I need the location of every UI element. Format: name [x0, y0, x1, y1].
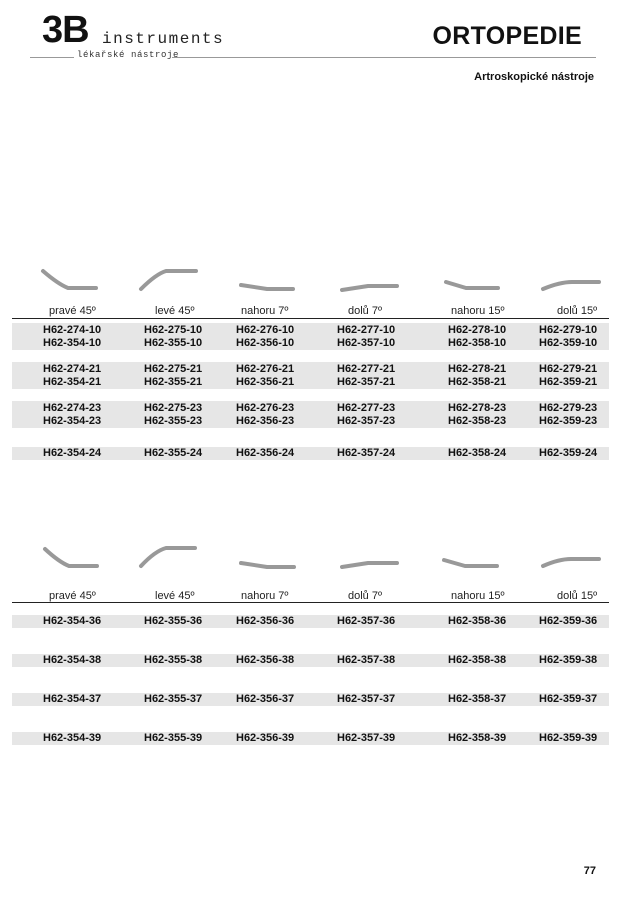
- product-code: H62-358-37: [448, 693, 507, 705]
- product-code: H62-359-36: [539, 615, 598, 627]
- product-code: H62-357-10: [337, 337, 396, 349]
- table-row: [0, 337, 628, 350]
- shape-down-7: [342, 286, 397, 290]
- product-code: H62-276-23: [236, 402, 295, 414]
- section-title: ORTOPEDIE: [432, 22, 582, 50]
- page-number: 77: [583, 865, 596, 877]
- table-row: [0, 447, 628, 460]
- product-code: H62-278-23: [448, 402, 507, 414]
- product-code: H62-354-37: [43, 693, 102, 705]
- product-code: H62-356-21: [236, 376, 295, 388]
- product-code: H62-358-38: [448, 654, 507, 666]
- product-code: H62-359-21: [539, 376, 598, 388]
- table-row: [0, 654, 628, 667]
- column-label: dolů 15º: [557, 305, 598, 317]
- shape-up-15: [444, 560, 497, 566]
- table1-header: [0, 305, 628, 318]
- product-code: H62-357-21: [337, 376, 396, 388]
- column-label: pravé 45º: [49, 305, 96, 317]
- product-code: H62-355-39: [144, 732, 203, 744]
- table2-divider: [12, 602, 609, 603]
- product-code: H62-358-39: [448, 732, 507, 744]
- table-row: [0, 402, 628, 415]
- product-code: H62-275-21: [144, 363, 203, 375]
- shape-up-7: [241, 285, 293, 289]
- product-code: H62-355-24: [144, 447, 203, 459]
- instrument-tip-shapes-1: [0, 262, 628, 302]
- product-code: H62-277-23: [337, 402, 396, 414]
- product-code: H62-359-24: [539, 447, 598, 459]
- product-code: H62-354-21: [43, 376, 102, 388]
- product-code: H62-357-38: [337, 654, 396, 666]
- column-label: levé 45º: [155, 590, 195, 602]
- table1-divider: [12, 318, 609, 319]
- product-code: H62-358-24: [448, 447, 507, 459]
- product-code: H62-275-10: [144, 324, 203, 336]
- shape-left-45: [141, 548, 195, 566]
- table-row: [0, 693, 628, 706]
- product-code: H62-274-23: [43, 402, 102, 414]
- product-code: H62-356-23: [236, 415, 295, 427]
- product-code: H62-279-10: [539, 324, 598, 336]
- column-label: levé 45º: [155, 305, 195, 317]
- product-code: H62-355-36: [144, 615, 203, 627]
- shape-right-45: [45, 549, 97, 566]
- product-code: H62-356-38: [236, 654, 295, 666]
- product-code: H62-355-37: [144, 693, 203, 705]
- shape-up-15: [446, 282, 498, 288]
- product-code: H62-275-23: [144, 402, 203, 414]
- product-code: H62-359-23: [539, 415, 598, 427]
- shape-down-15: [543, 559, 599, 566]
- column-label: nahoru 7º: [241, 305, 289, 317]
- product-code: H62-279-21: [539, 363, 598, 375]
- table-row: [0, 732, 628, 745]
- product-code: H62-277-21: [337, 363, 396, 375]
- header-rule-left: [30, 57, 74, 58]
- product-code: H62-277-10: [337, 324, 396, 336]
- column-label: dolů 7º: [348, 590, 382, 602]
- product-code: H62-278-21: [448, 363, 507, 375]
- column-label: nahoru 7º: [241, 590, 289, 602]
- product-code: H62-274-10: [43, 324, 102, 336]
- product-code: H62-357-24: [337, 447, 396, 459]
- column-label: pravé 45º: [49, 590, 96, 602]
- product-code: H62-278-10: [448, 324, 507, 336]
- product-code: H62-356-24: [236, 447, 295, 459]
- shape-left-45: [141, 271, 196, 289]
- product-code: H62-357-37: [337, 693, 396, 705]
- product-code: H62-358-23: [448, 415, 507, 427]
- table-row: [0, 363, 628, 376]
- logo-3b: 3B: [42, 9, 89, 51]
- column-label: dolů 7º: [348, 305, 382, 317]
- table-row: [0, 615, 628, 628]
- shape-down-7: [342, 563, 397, 567]
- product-code: H62-359-38: [539, 654, 598, 666]
- product-code: H62-274-21: [43, 363, 102, 375]
- shape-down-15: [543, 282, 599, 289]
- product-code: H62-358-10: [448, 337, 507, 349]
- table-row: [0, 415, 628, 428]
- column-label: nahoru 15º: [451, 305, 505, 317]
- product-code: H62-359-10: [539, 337, 598, 349]
- product-code: H62-358-21: [448, 376, 507, 388]
- product-code: H62-276-21: [236, 363, 295, 375]
- table-row: [0, 376, 628, 389]
- product-code: H62-279-23: [539, 402, 598, 414]
- header-rule-right: [172, 57, 596, 58]
- product-code: H62-359-39: [539, 732, 598, 744]
- shape-up-7: [241, 563, 294, 567]
- product-code: H62-357-36: [337, 615, 396, 627]
- product-code: H62-354-10: [43, 337, 102, 349]
- instrument-tip-shapes-2: [0, 540, 628, 580]
- shape-right-45: [43, 271, 96, 288]
- table-row: [0, 324, 628, 337]
- product-code: H62-354-38: [43, 654, 102, 666]
- column-label: nahoru 15º: [451, 590, 505, 602]
- product-code: H62-354-36: [43, 615, 102, 627]
- product-code: H62-276-10: [236, 324, 295, 336]
- product-code: H62-354-39: [43, 732, 102, 744]
- product-code: H62-359-37: [539, 693, 598, 705]
- product-code: H62-355-38: [144, 654, 203, 666]
- product-code: H62-354-23: [43, 415, 102, 427]
- product-code: H62-356-36: [236, 615, 295, 627]
- product-code: H62-355-10: [144, 337, 203, 349]
- product-code: H62-355-23: [144, 415, 203, 427]
- product-code: H62-357-39: [337, 732, 396, 744]
- product-code: H62-356-39: [236, 732, 295, 744]
- product-code: H62-354-24: [43, 447, 102, 459]
- product-code: H62-358-36: [448, 615, 507, 627]
- product-code: H62-355-21: [144, 376, 203, 388]
- product-code: H62-357-23: [337, 415, 396, 427]
- page-subtitle: Artroskopické nástroje: [474, 71, 594, 83]
- logo-subtitle: lékařské nástroje: [77, 50, 180, 60]
- logo-instruments: instruments: [102, 30, 225, 48]
- column-label: dolů 15º: [557, 590, 598, 602]
- product-code: H62-356-37: [236, 693, 295, 705]
- product-code: H62-356-10: [236, 337, 295, 349]
